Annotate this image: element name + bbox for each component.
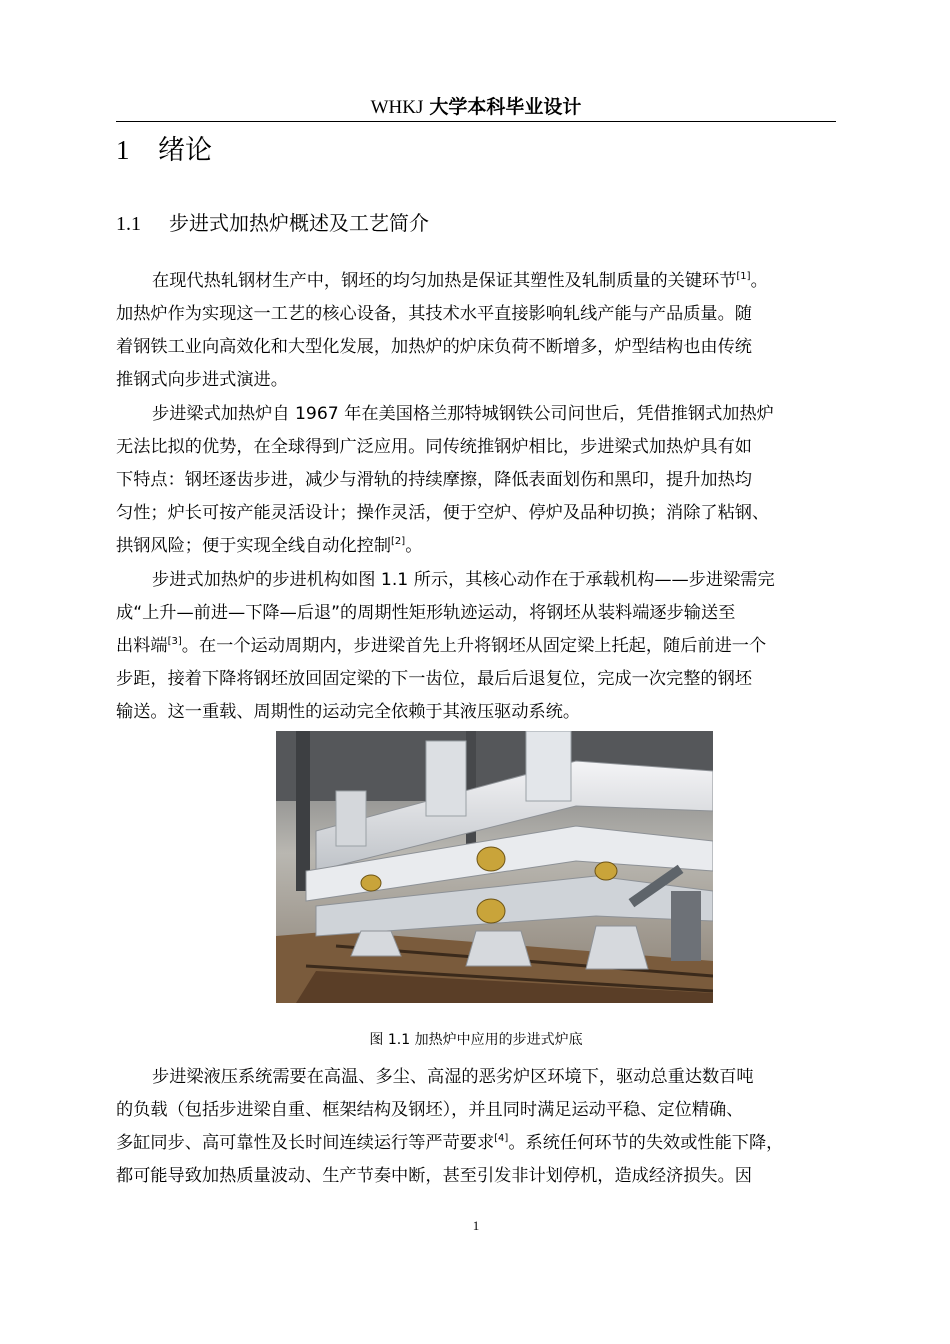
chapter-number: 1 (116, 135, 130, 165)
citation-marker: [4] (494, 1133, 509, 1144)
line-text: 拱钢风险；便于实现全线自动化控制 (116, 536, 392, 556)
citation-marker: [1] (736, 271, 751, 282)
line-text: 推钢式向步进式演进。 (116, 370, 288, 390)
line-text: 在现代热轧钢材生产中，钢坯的均匀加热是保证其塑性及轧制质量的关键环节 (152, 271, 737, 291)
section-number: 1.1 (116, 213, 141, 235)
text-line (116, 1061, 836, 1094)
line-text: 匀性；炉长可按产能灵活设计；操作灵活，便于空炉、停炉及品种切换；消除了粘钢、 (116, 503, 770, 523)
line-text: 步进式加热炉的步进机构如图 1.1 所示，其核心动作在于承载机构——步进梁需完 (152, 570, 775, 590)
line-text-continued: 。 (750, 271, 768, 291)
text-line (116, 564, 836, 597)
figure-walking-beam-photo (276, 731, 713, 1003)
text-line (116, 431, 836, 464)
section-title: 步进式加热炉概述及工艺简介 (169, 211, 429, 235)
section-heading (116, 206, 429, 240)
header-thesis-type: 大学本科毕业设计 (429, 96, 582, 118)
line-text-continued: 。 (405, 536, 423, 556)
figure-caption: 图 1.1 加热炉中应用的步进式炉底 (369, 1032, 583, 1048)
page-number: 1 (472, 1218, 480, 1233)
text-line (116, 630, 836, 663)
text-line (116, 364, 836, 397)
text-line (116, 265, 836, 298)
line-text: 出料端 (116, 636, 168, 656)
text-line (116, 597, 836, 630)
text-line (116, 663, 836, 696)
text-line (116, 530, 836, 563)
line-text: 无法比拟的优势，在全球得到广泛应用。同传统推钢炉相比，步进梁式加热炉具有如 (116, 437, 752, 457)
line-text: 步进梁式加热炉自 1967 年在美国格兰那特城钢铁公司问世后，凭借推钢式加热炉 (152, 404, 774, 424)
text-line (116, 464, 836, 497)
text-line (116, 331, 836, 364)
line-text: 加热炉作为实现这一工艺的核心设备，其技术水平直接影响轧线产能与产品质量。随 (116, 304, 752, 324)
citation-marker: [2] (391, 536, 406, 547)
line-text-continued: 。在一个运动周期内，步进梁首先上升将钢坯从固定梁上托起，随后前进一个 (181, 636, 767, 656)
line-text: 下特点：钢坯逐齿步进，减少与滑轨的持续摩擦，降低表面划伤和黑印，提升加热均 (116, 470, 752, 490)
citation-marker: [3] (167, 636, 182, 647)
running-header (116, 94, 836, 120)
line-text-continued: 。系统任何环节的失效或性能下降， (508, 1133, 784, 1153)
body-text-lower (116, 1061, 836, 1193)
chapter-heading (116, 130, 212, 170)
line-text: 输送。这一重载、周期性的运动完全依赖于其液压驱动系统。 (116, 702, 581, 722)
body-text-upper (116, 265, 836, 729)
line-text: 都可能导致加热质量波动、生产节奏中断，甚至引发非计划停机，造成经济损失。因 (116, 1166, 752, 1186)
text-line (116, 298, 836, 331)
text-line (116, 1127, 836, 1160)
text-line (116, 1160, 836, 1193)
text-line (116, 497, 836, 530)
line-text: 多缸同步、高可靠性及长时间连续运行等严苛要求 (116, 1133, 495, 1153)
text-line (116, 696, 836, 729)
line-text: 步距，接着下降将钢坯放回固定梁的下一齿位，最后后退复位，完成一次完整的钢坯 (116, 669, 752, 689)
walking-beam-furnace-illustration (276, 731, 713, 1003)
line-text: 步进梁液压系统需要在高温、多尘、高湿的恶劣炉区环境下，驱动总重达数百吨 (152, 1067, 754, 1087)
header-school-abbrev: WHKJ (370, 97, 424, 118)
line-text: 着钢铁工业向高效化和大型化发展，加热炉的炉床负荷不断增多，炉型结构也由传统 (116, 337, 752, 357)
line-text: 的负载（包括步进梁自重、框架结构及钢坯），并且同时满足运动平稳、定位精确、 (116, 1100, 744, 1120)
line-text: 成“上升—前进—下降—后退”的周期性矩形轨迹运动，将钢坯从装料端逐步输送至 (116, 603, 736, 623)
header-rule (116, 121, 836, 122)
text-line (116, 1094, 836, 1127)
chapter-title: 绪论 (158, 135, 212, 166)
text-line (116, 398, 836, 431)
